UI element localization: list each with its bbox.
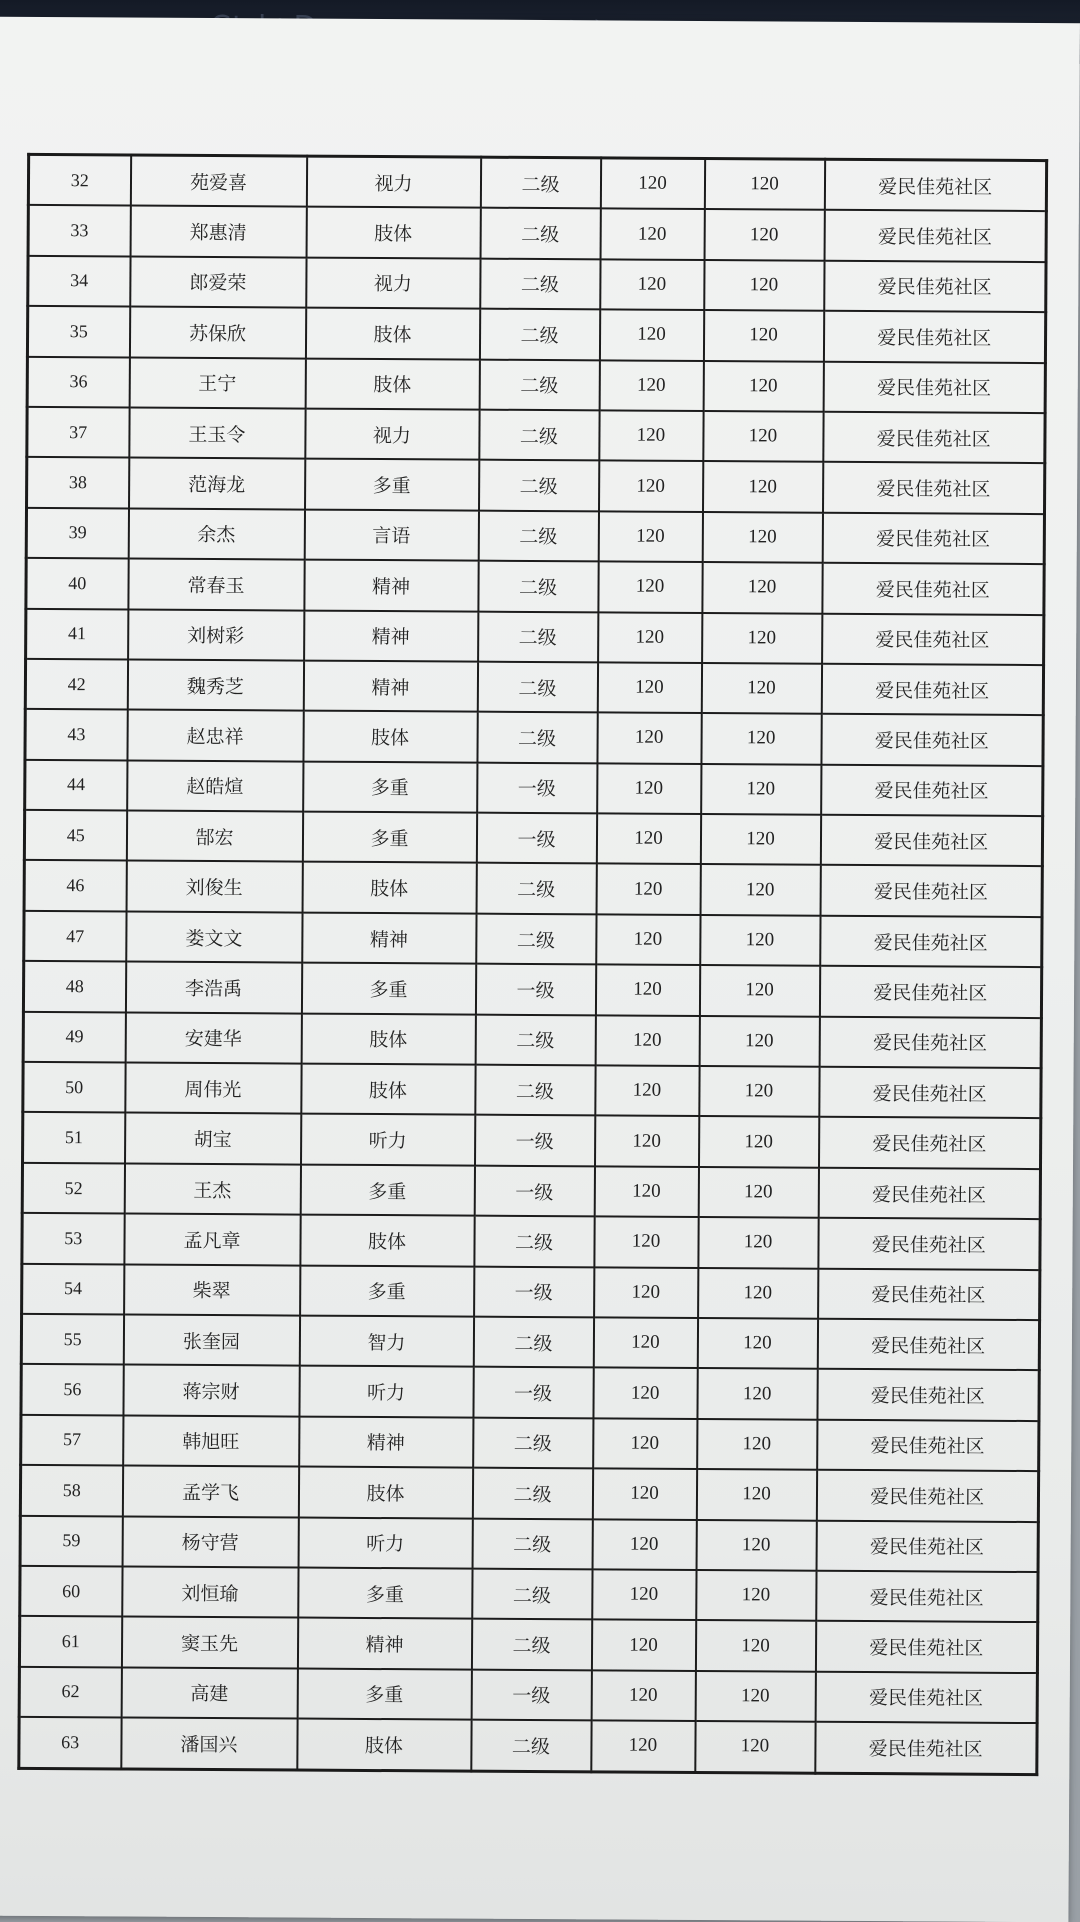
table-row [27,306,1045,363]
cell-number: 37 [27,407,129,458]
cell-number: 46 [24,860,126,911]
cell-number: 33 [28,205,130,256]
table-row [26,608,1044,665]
table-row [23,1112,1041,1169]
cell-community: 爱民佳苑社区 [819,1067,1041,1119]
cell-amount-b: 120 [696,1520,816,1571]
cell-disability-type: 智力 [299,1316,473,1367]
cell-name: 郑惠清 [130,206,306,257]
cell-level: 二级 [480,157,600,209]
cell-name: 杨守营 [122,1516,298,1567]
cell-disability-type: 精神 [304,610,478,661]
cell-number: 52 [22,1163,124,1214]
cell-level: 二级 [475,1014,595,1065]
cell-disability-type: 肢体 [305,358,479,409]
cell-amount-b: 120 [702,613,822,664]
cell-number: 58 [20,1465,122,1516]
cell-name: 余杰 [128,508,304,559]
cell-number: 55 [21,1314,123,1365]
cell-amount-b: 120 [696,1469,816,1520]
cell-name: 王宁 [129,357,305,408]
cell-level: 二级 [478,510,598,561]
cell-amount-b: 120 [700,814,820,865]
cell-community: 爱民佳苑社区 [824,261,1046,313]
cell-level: 二级 [480,258,600,309]
table-row [23,961,1041,1018]
cell-community: 爱民佳苑社区 [823,311,1045,363]
cell-number: 36 [27,356,129,407]
cell-name: 孟凡章 [124,1214,300,1265]
cell-amount-a: 120 [592,1569,696,1620]
cell-amount-b: 120 [699,1066,819,1117]
cell-number: 40 [26,558,128,609]
cell-amount-a: 120 [600,209,704,260]
cell-community: 爱民佳苑社区 [820,865,1042,917]
cell-community: 爱民佳苑社区 [815,1671,1037,1723]
cell-amount-a: 120 [598,511,702,562]
cell-name: 范海龙 [129,458,305,509]
cell-amount-b: 120 [695,1620,815,1671]
cell-community: 爱民佳苑社区 [824,210,1046,262]
table-row [20,1465,1038,1522]
cell-number: 35 [27,306,129,357]
cell-amount-a: 120 [597,763,701,814]
cell-disability-type: 精神 [297,1618,471,1669]
cell-amount-a: 120 [596,864,700,915]
cell-amount-b: 120 [698,1116,818,1167]
cell-amount-a: 120 [599,360,703,411]
cell-disability-type: 肢体 [305,308,479,359]
cell-amount-a: 120 [591,1620,695,1671]
cell-number: 60 [20,1566,122,1617]
cell-level: 二级 [471,1619,591,1670]
cell-number: 63 [19,1717,121,1769]
cell-amount-a: 120 [594,1217,698,1268]
cell-level: 一级 [476,813,596,864]
table-row [24,911,1042,968]
cell-amount-b: 120 [698,1167,818,1218]
cell-disability-type: 精神 [303,660,477,711]
table-row [24,860,1042,917]
cell-level: 二级 [479,309,599,360]
cell-community: 爱民佳苑社区 [823,412,1045,464]
cell-amount-a: 120 [593,1418,697,1469]
cell-disability-type: 听力 [298,1517,472,1568]
cell-community: 爱民佳苑社区 [815,1722,1037,1774]
cell-disability-type: 精神 [299,1416,473,1467]
table-row [28,154,1046,211]
cell-disability-type: 精神 [304,560,478,611]
cell-disability-type: 肢体 [301,1013,475,1064]
cell-disability-type: 言语 [304,509,478,560]
table-row [21,1415,1039,1472]
cell-amount-a: 120 [594,1116,698,1167]
table-row [23,1012,1041,1069]
cell-disability-type: 精神 [302,912,476,963]
cell-amount-b: 120 [704,209,824,260]
cell-amount-b: 120 [703,310,823,361]
paper-sheet [0,17,1080,1922]
cell-disability-type: 多重 [302,812,476,863]
cell-community: 爱民佳苑社区 [817,1319,1039,1371]
cell-amount-b: 120 [701,713,821,764]
cell-level: 一级 [474,1165,594,1216]
cell-name: 苏保欣 [129,307,305,358]
cell-disability-type: 听力 [299,1366,473,1417]
table-row [23,1062,1041,1119]
cell-disability-type: 听力 [301,1114,475,1165]
cell-community: 爱民佳苑社区 [824,159,1046,211]
cell-amount-a: 120 [593,1317,697,1368]
cell-amount-b: 120 [703,361,823,412]
cell-amount-a: 120 [592,1519,696,1570]
cell-amount-b: 120 [695,1671,815,1722]
cell-amount-a: 120 [600,158,704,210]
table-row [20,1515,1038,1572]
cell-name: 王玉令 [129,407,305,458]
cell-number: 45 [24,810,126,861]
cell-level: 一级 [473,1367,593,1418]
cell-name: 常春玉 [128,559,304,610]
cell-level: 二级 [472,1569,592,1620]
cell-number: 48 [23,961,125,1012]
cell-name: 王杰 [124,1163,300,1214]
table-row [28,256,1046,313]
cell-name: 刘树彩 [128,609,304,660]
cell-level: 二级 [472,1468,592,1519]
cell-community: 爱民佳苑社区 [821,664,1043,716]
cell-amount-a: 120 [595,965,699,1016]
cell-level: 一级 [475,1115,595,1166]
cell-number: 51 [23,1112,125,1163]
cell-disability-type: 肢体 [303,711,477,762]
cell-number: 32 [28,154,130,206]
cell-amount-a: 120 [596,813,700,864]
cell-community: 爱民佳苑社区 [815,1621,1037,1673]
cell-number: 50 [23,1062,125,1113]
roster-body [19,154,1047,1774]
cell-name: 郎爱荣 [130,256,306,307]
table-row [26,508,1044,565]
cell-level: 一级 [475,964,595,1015]
table-row [19,1616,1037,1673]
cell-community: 爱民佳苑社区 [818,1117,1040,1169]
cell-level: 二级 [477,662,597,713]
cell-level: 二级 [472,1518,592,1569]
cell-amount-b: 120 [697,1419,817,1470]
cell-name: 李浩禹 [125,962,301,1013]
table-row [26,558,1044,615]
cell-number: 47 [24,911,126,962]
table-row [20,1566,1038,1623]
cell-name: 孟学飞 [122,1466,298,1517]
cell-disability-type: 视力 [305,409,479,460]
cell-level: 二级 [476,913,596,964]
cell-community: 爱民佳苑社区 [820,916,1042,968]
cell-disability-type: 肢体 [301,1064,475,1115]
cell-disability-type: 多重 [303,761,477,812]
cell-level: 二级 [473,1417,593,1468]
cell-number: 62 [19,1667,121,1718]
cell-amount-b: 120 [702,461,822,512]
cell-disability-type: 肢体 [300,1215,474,1266]
cell-amount-b: 120 [704,260,824,311]
cell-disability-type: 多重 [301,963,475,1014]
cell-number: 57 [21,1415,123,1466]
cell-number: 38 [27,457,129,508]
cell-amount-b: 120 [697,1318,817,1369]
cell-number: 43 [25,709,127,760]
cell-amount-a: 120 [597,713,701,764]
cell-name: 窦玉先 [121,1617,297,1668]
cell-amount-a: 120 [594,1267,698,1318]
cell-name: 胡宝 [125,1113,301,1164]
cell-level: 二级 [479,460,599,511]
cell-level: 二级 [478,561,598,612]
cell-name: 张奎园 [123,1314,299,1365]
table-row [21,1364,1039,1421]
cell-amount-b: 120 [700,864,820,915]
cell-level: 二级 [479,410,599,461]
cell-level: 二级 [475,1065,595,1116]
cell-level: 二级 [474,1216,594,1267]
cell-number: 56 [21,1364,123,1415]
cell-community: 爱民佳苑社区 [820,815,1042,867]
cell-amount-a: 120 [600,259,704,310]
cell-disability-type: 肢体 [297,1719,471,1771]
table-row [27,407,1045,464]
cell-number: 44 [25,760,127,811]
cell-community: 爱民佳苑社区 [816,1571,1038,1623]
cell-amount-b: 120 [698,1217,818,1268]
cell-community: 爱民佳苑社区 [821,764,1043,816]
table-row [25,709,1043,766]
table-row [28,205,1046,262]
cell-amount-a: 120 [598,612,702,663]
cell-level: 一级 [471,1669,591,1720]
cell-amount-a: 120 [599,461,703,512]
cell-number: 49 [23,1012,125,1063]
cell-level: 一级 [477,762,597,813]
cell-amount-a: 120 [597,662,701,713]
cell-level: 二级 [479,359,599,410]
cell-level: 二级 [476,863,596,914]
cell-amount-a: 120 [599,310,703,361]
cell-amount-a: 120 [598,561,702,612]
cell-number: 41 [26,608,128,659]
cell-amount-a: 120 [596,914,700,965]
cell-number: 42 [25,659,127,710]
table-row [21,1314,1039,1371]
cell-community: 爱民佳苑社区 [819,966,1041,1018]
cell-name: 高建 [121,1667,297,1718]
cell-community: 爱民佳苑社区 [822,563,1044,615]
cell-community: 爱民佳苑社区 [821,714,1043,766]
cell-disability-type: 肢体 [302,862,476,913]
cell-amount-a: 120 [599,410,703,461]
cell-disability-type: 视力 [306,156,480,208]
cell-name: 郜宏 [126,811,302,862]
cell-name: 柴翠 [124,1264,300,1315]
cell-number: 54 [22,1263,124,1314]
cell-disability-type: 多重 [300,1265,474,1316]
cell-disability-type: 多重 [305,459,479,510]
table-row [25,760,1043,817]
cell-name: 魏秀芝 [127,659,303,710]
cell-amount-a: 120 [592,1469,696,1520]
cell-level: 二级 [477,712,597,763]
table-row [22,1263,1040,1320]
cell-amount-b: 120 [699,965,819,1016]
cell-amount-a: 120 [593,1368,697,1419]
cell-community: 爱民佳苑社区 [816,1470,1038,1522]
cell-name: 潘国兴 [121,1718,297,1770]
cell-number: 61 [19,1616,121,1667]
cell-amount-a: 120 [595,1065,699,1116]
cell-name: 蒋宗财 [123,1365,299,1416]
cell-amount-a: 120 [595,1015,699,1066]
cell-amount-a: 120 [591,1720,695,1772]
cell-community: 爱民佳苑社区 [823,361,1045,413]
roster-table [17,153,1048,1776]
cell-disability-type: 肢体 [298,1467,472,1518]
cell-community: 爱民佳苑社区 [822,462,1044,514]
cell-amount-b: 120 [700,915,820,966]
cell-disability-type: 视力 [306,257,480,308]
cell-amount-a: 120 [591,1670,695,1721]
cell-number: 34 [28,256,130,307]
cell-amount-b: 120 [698,1268,818,1319]
cell-amount-b: 120 [704,159,824,211]
table-row [25,659,1043,716]
cell-community: 爱民佳苑社区 [817,1419,1039,1471]
cell-name: 赵皓煊 [127,760,303,811]
table-row [19,1717,1037,1774]
cell-community: 爱民佳苑社区 [818,1168,1040,1220]
cell-disability-type: 多重 [300,1164,474,1215]
cell-number: 59 [20,1515,122,1566]
cell-community: 爱民佳苑社区 [822,613,1044,665]
cell-level: 二级 [473,1317,593,1368]
cell-amount-b: 120 [702,512,822,563]
cell-community: 爱民佳苑社区 [822,512,1044,564]
cell-name: 韩旭旺 [123,1415,299,1466]
table-row [22,1163,1040,1220]
cell-level: 二级 [471,1720,591,1772]
cell-amount-b: 120 [702,562,822,613]
table-row [22,1213,1040,1270]
cell-level: 二级 [480,208,600,259]
cell-disability-type: 多重 [298,1567,472,1618]
table-row [27,457,1045,514]
cell-name: 娄文文 [126,911,302,962]
cell-name: 刘恒瑜 [122,1566,298,1617]
cell-number: 39 [26,508,128,559]
cell-name: 苑爱喜 [130,155,306,207]
table-row [24,810,1042,867]
cell-name: 赵忠祥 [127,710,303,761]
cell-amount-b: 120 [703,411,823,462]
cell-community: 爱民佳苑社区 [817,1369,1039,1421]
cell-community: 爱民佳苑社区 [816,1520,1038,1572]
cell-amount-a: 120 [594,1166,698,1217]
cell-disability-type: 多重 [297,1668,471,1719]
cell-amount-b: 120 [696,1570,816,1621]
cell-amount-b: 120 [699,1016,819,1067]
cell-name: 安建华 [125,1012,301,1063]
table-row [19,1667,1037,1724]
cell-amount-b: 120 [701,764,821,815]
cell-amount-b: 120 [695,1721,815,1773]
cell-disability-type: 肢体 [306,207,480,258]
cell-amount-b: 120 [701,663,821,714]
cell-name: 刘俊生 [126,861,302,912]
cell-level: 一级 [474,1266,594,1317]
cell-community: 爱民佳苑社区 [819,1016,1041,1068]
roster-table-wrapper [17,153,1045,1776]
table-row [27,356,1045,413]
cell-community: 爱民佳苑社区 [818,1268,1040,1320]
cell-amount-b: 120 [697,1368,817,1419]
cell-level: 二级 [478,611,598,662]
cell-number: 53 [22,1213,124,1264]
cell-community: 爱民佳苑社区 [818,1218,1040,1270]
cell-name: 周伟光 [125,1063,301,1114]
